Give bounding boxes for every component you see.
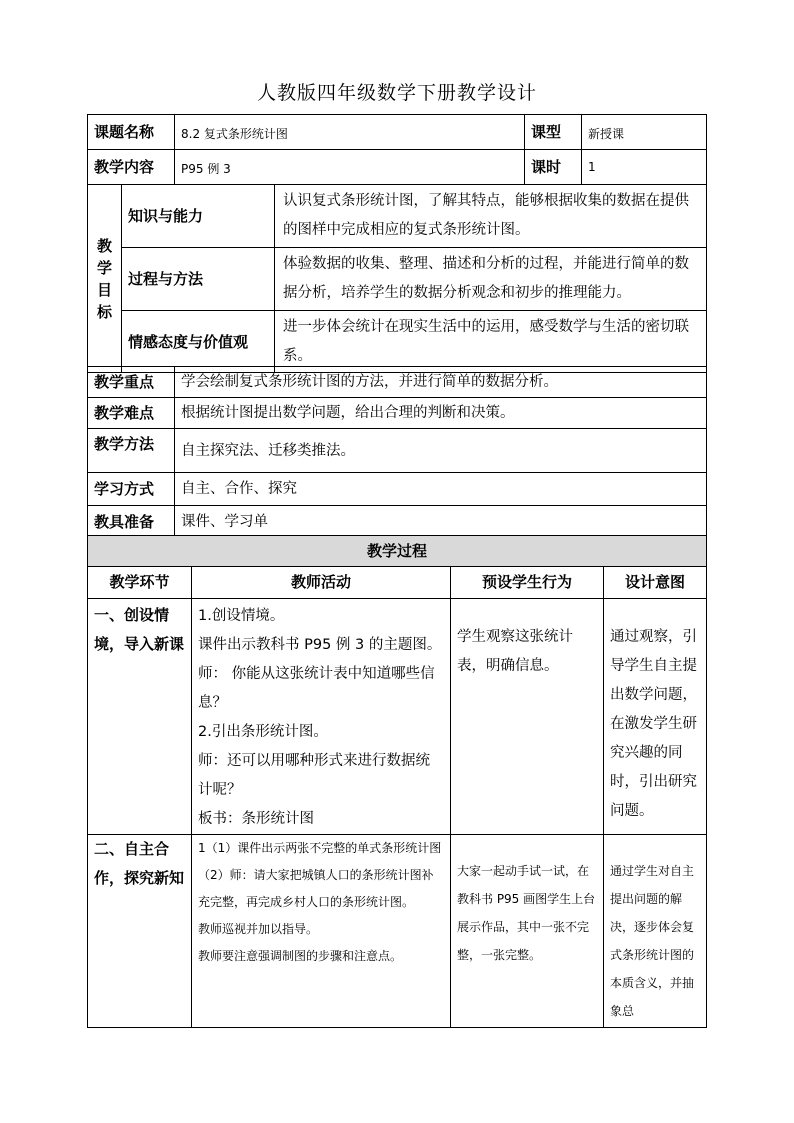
student-behavior: 学生观察这张统计表，明确信息。 [451,599,604,835]
row-text: 学会绘制复式条形统计图的方法，并进行简单的数据分析。 [175,367,707,398]
topic-value: 8.2 复式条形统计图 [175,115,525,150]
goals-label-text: 教学目标 [97,236,113,321]
teacher-line: 1.创设情境。 [198,608,285,624]
stage-name: 二、自主合作，探究新知 [88,835,192,1028]
teacher-line: 2.引出条形统计图。 [198,724,328,740]
process-table [87,535,707,1028]
row-label: 教学重点 [88,367,175,398]
row-text: 自主探究法、迁移类推法。 [175,429,707,473]
header-intent: 设计意图 [604,567,707,599]
goal-name: 过程与方法 [122,248,275,311]
teacher-activity [192,599,451,835]
stage-name: 一、创设情境，导入新课 [88,599,192,835]
row-label: 教学难点 [88,398,175,429]
design-intent: 通过观察，引导学生自主提出数学问题，在激发学生研究兴趣的同时，引出研究问题。 [604,599,707,835]
goal-text: 进一步体会统计在现实生活中的运用，感受数学与生活的密切联系。 [275,311,707,373]
goal-name: 情感态度与价值观 [122,311,275,373]
row-label: 教具准备 [88,506,175,539]
row-label: 教学方法 [88,429,175,473]
header-student: 预设学生行为 [451,567,604,599]
row-text: 根据统计图提出数学问题，给出合理的判断和决策。 [175,398,707,429]
type-value: 新授课 [582,115,707,150]
teacher-line: 教师巡视并加以指导。 [198,922,319,936]
header-teacher: 教师活动 [192,567,451,599]
teacher-line: 课件出示教科书 P95 例 3 的主题图。 [198,637,442,653]
teacher-line: 1（1）课件出示两张不完整的单式条形统计图 [198,841,442,855]
goals-label [88,185,122,373]
lesson-rows-table [87,366,707,539]
row-text: 课件、学习单 [175,506,707,539]
hours-value: 1 [582,150,707,185]
teacher-activity [192,835,451,1028]
goal-name: 知识与能力 [122,185,275,248]
page-title: 人教版四年级数学下册教学设计 [256,82,537,104]
goal-text: 体验数据的收集、整理、描述和分析的过程，并能进行简单的数据分析，培养学生的数据分析观念和初步的推理能力。 [275,248,707,311]
content-value: P95 例 3 [175,150,525,185]
content-label: 教学内容 [88,150,175,185]
teacher-line: （2）师：请大家把城镇人口的条形统计图补充完整，再完成乡村人口的条形统计图。 [198,868,434,909]
lesson-info-table [87,114,707,373]
teacher-line: 板书：条形统计图 [198,811,314,827]
teacher-line: 师： 你能从这张统计表中知道哪些信息？ [198,666,435,711]
design-intent: 通过学生对自主提出问题的解决，逐步体会复式条形统计图的本质含义，并抽象总 [604,835,707,1028]
student-behavior: 大家一起动手试一试，在教科书 P95 画图学生上台展示作品，其中一张不完整，一张完整。 [451,835,604,1028]
topic-label: 课题名称 [88,115,175,150]
type-label: 课型 [525,115,582,150]
teacher-line: 师：还可以用哪种形式来进行数据统计呢？ [198,753,430,798]
goal-text: 认识复式条形统计图，了解其特点，能够根据收集的数据在提供的图样中完成相应的复式条形统计图。 [275,185,707,248]
row-label: 学习方式 [88,473,175,506]
row-text: 自主、合作、探究 [175,473,707,506]
process-title: 教学过程 [88,536,707,567]
header-stage: 教学环节 [88,567,192,599]
hours-label: 课时 [525,150,582,185]
teacher-line: 教师要注意强调制图的步骤和注意点。 [198,949,403,963]
